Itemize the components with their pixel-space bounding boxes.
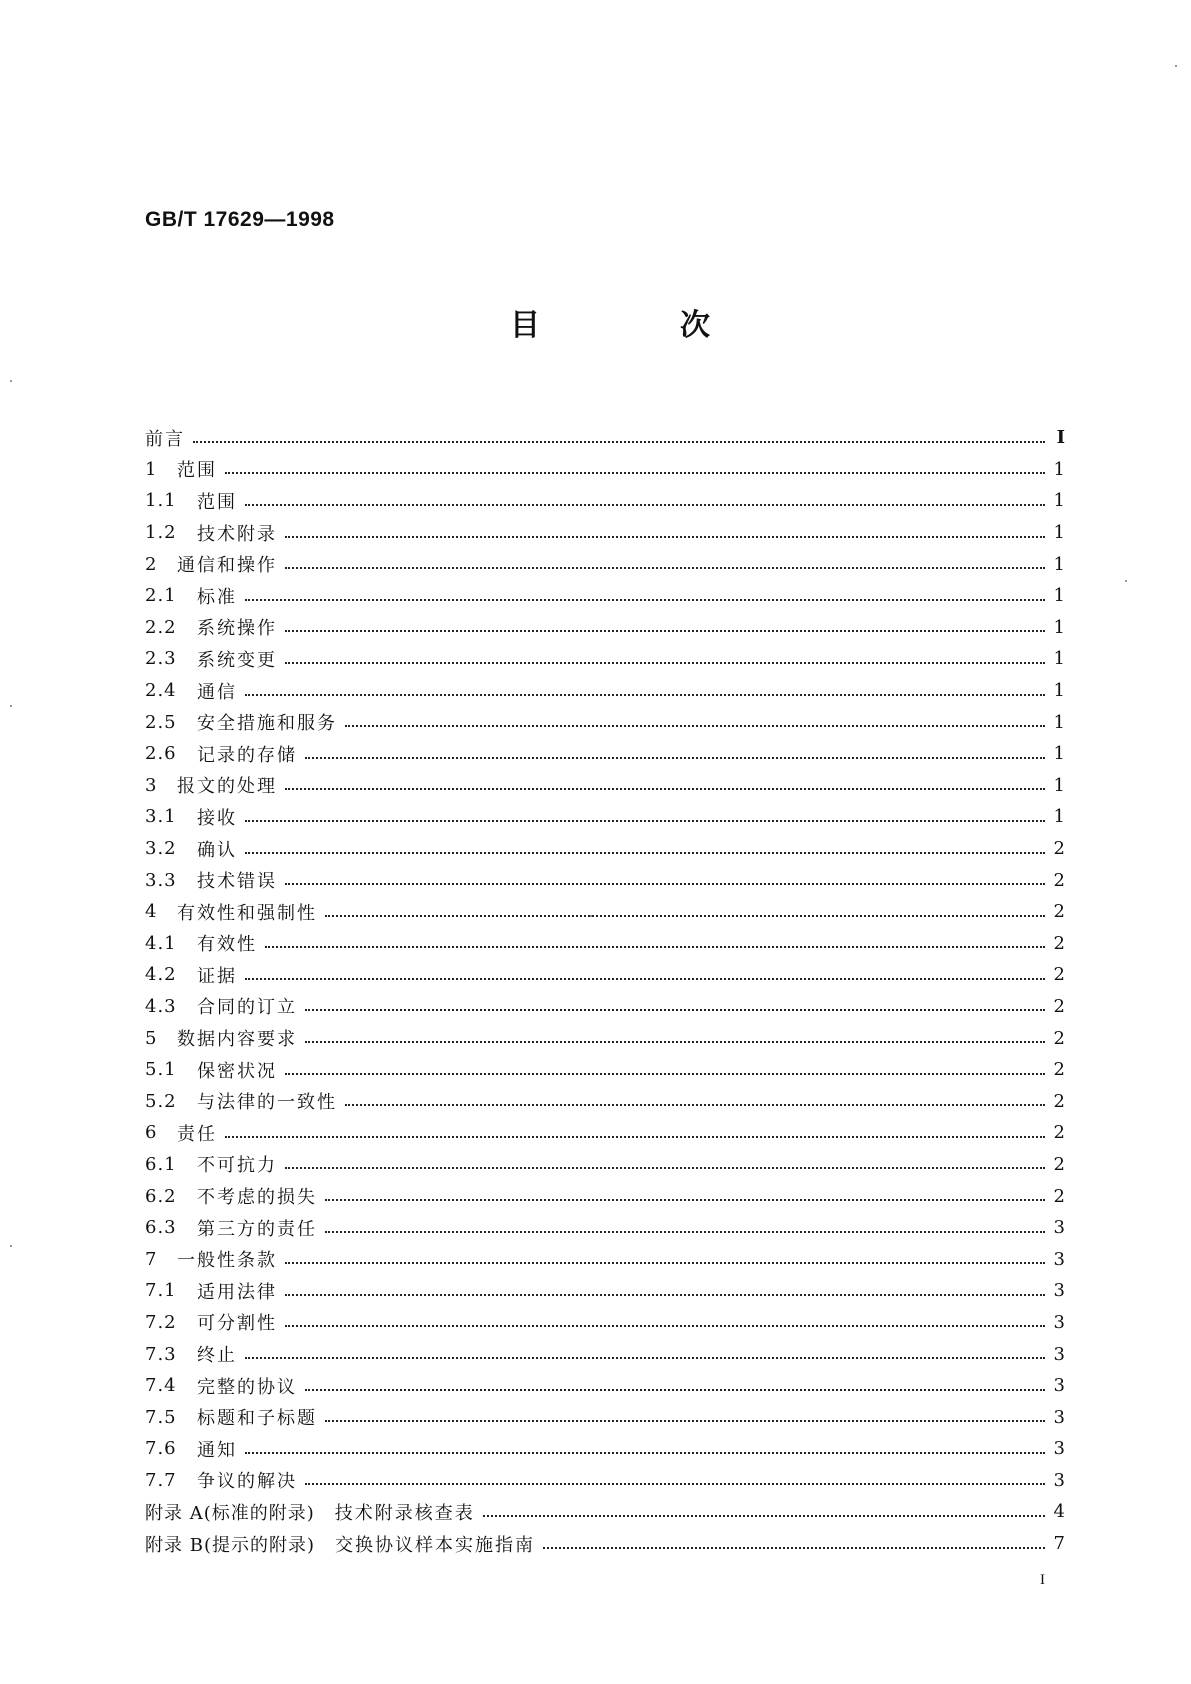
- scan-speck: [10, 380, 12, 382]
- toc-entry[interactable]: [145, 1022, 1065, 1054]
- toc-entry-page: 2: [1053, 1122, 1065, 1144]
- toc-entry[interactable]: [145, 928, 1065, 960]
- toc-entry-page: 1: [1053, 774, 1065, 796]
- toc-entry-page: 1: [1053, 585, 1065, 607]
- toc-entry-number: 2: [145, 553, 158, 575]
- title-char-1: 目: [510, 308, 540, 343]
- toc-entry[interactable]: [145, 580, 1065, 612]
- toc-entry[interactable]: [145, 1243, 1065, 1275]
- toc-entry-page: 2: [1053, 1059, 1065, 1081]
- toc-entry-label: 技术附录: [197, 523, 277, 545]
- toc-dot-leader: [193, 441, 1045, 443]
- toc-entry-page: 3: [1053, 1217, 1065, 1239]
- scan-speck: [590, 915, 592, 917]
- toc-entry-page: 1: [1053, 553, 1065, 575]
- toc-dot-leader: [285, 536, 1045, 538]
- toc-entry-page: 1: [1053, 806, 1065, 828]
- toc-entry[interactable]: [145, 833, 1065, 865]
- toc-entry-label: 争议的解决: [197, 1471, 297, 1493]
- toc-entry[interactable]: [145, 422, 1065, 454]
- toc-entry-page: 1: [1053, 711, 1065, 733]
- toc-entry-label: 第三方的责任: [197, 1218, 317, 1240]
- toc-entry-label: 技术附录核查表: [334, 1502, 475, 1524]
- toc-entry-page: 1: [1053, 616, 1065, 638]
- toc-entry-page: 3: [1053, 1343, 1065, 1365]
- scan-speck: [10, 1245, 12, 1247]
- toc-entry[interactable]: [145, 485, 1065, 517]
- toc-entry-page: 1: [1053, 490, 1065, 512]
- toc-entry[interactable]: [145, 1054, 1065, 1086]
- toc-entry-label: 适用法律: [197, 1281, 277, 1303]
- toc-entry-number: 6.2: [145, 1185, 177, 1207]
- toc-entry-number: 2.3: [145, 648, 177, 670]
- toc-dot-leader: [225, 472, 1045, 474]
- toc-dot-leader: [305, 1009, 1045, 1011]
- toc-dot-leader: [225, 1136, 1045, 1138]
- toc-entry-label: 前言: [145, 428, 185, 450]
- toc-dot-leader: [285, 883, 1045, 885]
- standard-code: GB/T 17629—1998: [145, 208, 335, 231]
- toc-entry-page: 1: [1053, 522, 1065, 544]
- toc-entry-label: 不考虑的损失: [197, 1187, 317, 1209]
- toc-entry[interactable]: [145, 1275, 1065, 1307]
- toc-dot-leader: [245, 978, 1045, 980]
- toc-dot-leader: [305, 1389, 1045, 1391]
- toc-dot-leader: [305, 757, 1045, 759]
- toc-entry-number: 7: [145, 1248, 158, 1270]
- toc-dot-leader: [245, 1452, 1045, 1454]
- toc-dot-leader: [285, 1294, 1045, 1296]
- toc-entry-number: 5: [145, 1027, 158, 1049]
- scan-speck: [1175, 65, 1177, 67]
- toc-entry-number: 2.5: [145, 711, 177, 733]
- toc-entry-label: 范围: [197, 491, 237, 513]
- toc-entry[interactable]: [145, 1528, 1065, 1560]
- toc-entry-page: 3: [1053, 1438, 1065, 1460]
- toc-dot-leader: [265, 946, 1045, 948]
- toc-dot-leader: [325, 915, 1045, 917]
- toc-entry-label: 责任: [177, 1123, 217, 1145]
- toc-entry-number: 6.3: [145, 1217, 177, 1239]
- toc-entry-page: 2: [1053, 1153, 1065, 1175]
- toc-entry-page: 2: [1053, 1027, 1065, 1049]
- page-number: I: [1040, 1572, 1045, 1588]
- toc-entry-number: 2.6: [145, 743, 177, 765]
- toc-entry-label: 终止: [197, 1345, 237, 1367]
- toc-entry[interactable]: [145, 1149, 1065, 1181]
- toc-dot-leader: [245, 820, 1045, 822]
- toc-entry-page: 1: [1053, 680, 1065, 702]
- toc-entry-number: 5.2: [145, 1090, 177, 1112]
- toc-entry-label: 接收: [197, 807, 237, 829]
- toc-entry-number: 1.1: [145, 490, 177, 512]
- toc-dot-leader: [285, 788, 1045, 790]
- toc-entry[interactable]: [145, 1496, 1065, 1528]
- toc-entry[interactable]: [145, 770, 1065, 802]
- toc-entry-page: 2: [1053, 1185, 1065, 1207]
- toc-dot-leader: [345, 1104, 1045, 1106]
- toc-entry-page: 2: [1053, 932, 1065, 954]
- toc-dot-leader: [245, 599, 1045, 601]
- toc-entry-label: 通信和操作: [177, 555, 277, 577]
- toc-entry[interactable]: [145, 1465, 1065, 1497]
- toc-dot-leader: [245, 852, 1045, 854]
- toc-entry-label: 记录的存储: [197, 744, 297, 766]
- toc-entry-number: 7.7: [145, 1469, 177, 1491]
- toc-dot-leader: [483, 1515, 1045, 1517]
- toc-entry[interactable]: [145, 1401, 1065, 1433]
- toc-entry-number: 附录 A(标准的附录): [145, 1502, 315, 1524]
- toc-entry-number: 6: [145, 1122, 158, 1144]
- toc-entry-number: 3.1: [145, 806, 177, 828]
- toc-entry[interactable]: [145, 1307, 1065, 1339]
- toc-entry-label: 可分割性: [197, 1313, 277, 1335]
- toc-entry[interactable]: [145, 1117, 1065, 1149]
- toc-entry-label: 证据: [197, 965, 237, 987]
- toc-entry-number: 7.4: [145, 1375, 177, 1397]
- toc-entry-number: 3.3: [145, 869, 177, 891]
- toc-entry[interactable]: [145, 643, 1065, 675]
- toc-entry-label: 报文的处理: [177, 776, 277, 798]
- toc-dot-leader: [325, 1199, 1045, 1201]
- toc-entry-number: 5.1: [145, 1059, 177, 1081]
- toc-entry-label: 系统变更: [197, 649, 277, 671]
- toc-entry-page: 3: [1053, 1248, 1065, 1270]
- toc-entry[interactable]: [145, 1180, 1065, 1212]
- toc-entry[interactable]: [145, 517, 1065, 549]
- toc-entry-label: 完整的协议: [197, 1376, 297, 1398]
- toc-entry-page: 1: [1053, 648, 1065, 670]
- toc-dot-leader: [245, 504, 1045, 506]
- toc-entry-label: 确认: [197, 839, 237, 861]
- toc-entry[interactable]: [145, 1433, 1065, 1465]
- toc-dot-leader: [305, 1041, 1045, 1043]
- toc-entry-label: 安全措施和服务: [197, 713, 337, 735]
- toc-dot-leader: [543, 1547, 1045, 1549]
- toc-entry[interactable]: [145, 612, 1065, 644]
- toc-entry[interactable]: [145, 548, 1065, 580]
- toc-entry-number: 7.3: [145, 1343, 177, 1365]
- toc-entry-number: 4.1: [145, 932, 177, 954]
- toc-entry-number: 3: [145, 774, 158, 796]
- toc-entry[interactable]: [145, 706, 1065, 738]
- toc-entry-number: 4.2: [145, 964, 177, 986]
- toc-entry[interactable]: [145, 454, 1065, 486]
- toc-entry[interactable]: [145, 1370, 1065, 1402]
- toc-entry-page: Ⅰ: [1056, 427, 1065, 449]
- toc-dot-leader: [285, 1073, 1045, 1075]
- toc-entry-page: 2: [1053, 838, 1065, 860]
- toc-dot-leader: [325, 1231, 1045, 1233]
- toc-entry-number: 4.3: [145, 995, 177, 1017]
- toc-entry-number: 1: [145, 458, 158, 480]
- toc-entry[interactable]: [145, 1085, 1065, 1117]
- toc-entry[interactable]: [145, 991, 1065, 1023]
- toc-entry-label: 一般性条款: [177, 1250, 277, 1272]
- toc-dot-leader: [285, 1262, 1045, 1264]
- toc-dot-leader: [245, 694, 1045, 696]
- toc-dot-leader: [285, 1167, 1045, 1169]
- toc-entry-label: 范围: [177, 460, 217, 482]
- toc-entry-label: 与法律的一致性: [197, 1092, 337, 1114]
- toc-entry[interactable]: [145, 1212, 1065, 1244]
- toc-entry-page: 3: [1053, 1406, 1065, 1428]
- toc-entry-page: 4: [1053, 1501, 1065, 1523]
- toc-entry[interactable]: [145, 864, 1065, 896]
- toc-entry[interactable]: [145, 1338, 1065, 1370]
- toc-entry-label: 保密状况: [197, 1060, 277, 1082]
- toc-entry-label: 通信: [197, 681, 237, 703]
- toc-entry-label: 合同的订立: [197, 997, 297, 1019]
- toc-entry-label: 标题和子标题: [197, 1408, 317, 1430]
- page-title: [510, 300, 710, 344]
- toc-entry-label: 通知: [197, 1439, 237, 1461]
- toc-dot-leader: [285, 1325, 1045, 1327]
- toc-entry-number: 7.1: [145, 1280, 177, 1302]
- toc-dot-leader: [325, 1420, 1045, 1422]
- toc-entry-number: 3.2: [145, 838, 177, 860]
- toc-entry-label: 标准: [197, 586, 237, 608]
- toc-dot-leader: [285, 662, 1045, 664]
- scan-speck: [1125, 580, 1127, 582]
- toc-entry-page: 3: [1053, 1375, 1065, 1397]
- toc-entry[interactable]: [145, 801, 1065, 833]
- toc-entry[interactable]: [145, 896, 1065, 928]
- toc-entry-page: 1: [1053, 458, 1065, 480]
- toc-entry-number: 4: [145, 901, 158, 923]
- toc-entry-page: 2: [1053, 995, 1065, 1017]
- toc-entry[interactable]: [145, 959, 1065, 991]
- toc-entry-number: 1.2: [145, 522, 177, 544]
- toc-entry[interactable]: [145, 738, 1065, 770]
- toc-entry-number: 7.6: [145, 1438, 177, 1460]
- toc-entry-number: 附录 B(提示的附录): [145, 1534, 315, 1556]
- toc-dot-leader: [345, 725, 1045, 727]
- toc-entry-label: 技术错误: [197, 871, 277, 893]
- toc-dot-leader: [245, 1357, 1045, 1359]
- toc-entry-page: 2: [1053, 869, 1065, 891]
- toc-entry-number: 7.2: [145, 1311, 177, 1333]
- toc-dot-leader: [285, 630, 1045, 632]
- toc-entry-label: 交换协议样本实施指南: [335, 1534, 535, 1556]
- scan-speck: [10, 705, 12, 707]
- title-char-2: 次: [680, 308, 710, 343]
- toc-entry-label: 有效性和强制性: [177, 902, 317, 924]
- toc-entry-page: 7: [1053, 1533, 1065, 1555]
- toc-entry-number: 2.2: [145, 616, 177, 638]
- toc-entry-number: 7.5: [145, 1406, 177, 1428]
- toc-entry-label: 系统操作: [197, 618, 277, 640]
- toc-entry-page: 2: [1053, 1090, 1065, 1112]
- toc-entry-page: 3: [1053, 1469, 1065, 1491]
- toc-entry-label: 不可抗力: [197, 1155, 277, 1177]
- table-of-contents: [145, 422, 1065, 1559]
- toc-dot-leader: [305, 1483, 1045, 1485]
- toc-entry-page: 2: [1053, 901, 1065, 923]
- toc-entry-number: 2.4: [145, 680, 177, 702]
- toc-entry-number: 6.1: [145, 1153, 177, 1175]
- toc-entry-page: 3: [1053, 1280, 1065, 1302]
- toc-entry-number: 2.1: [145, 585, 177, 607]
- toc-dot-leader: [285, 567, 1045, 569]
- toc-entry-page: 2: [1053, 964, 1065, 986]
- toc-entry-page: 3: [1053, 1311, 1065, 1333]
- toc-entry-page: 1: [1053, 743, 1065, 765]
- toc-entry-label: 有效性: [197, 934, 257, 956]
- toc-entry[interactable]: [145, 675, 1065, 707]
- toc-entry-label: 数据内容要求: [177, 1029, 297, 1051]
